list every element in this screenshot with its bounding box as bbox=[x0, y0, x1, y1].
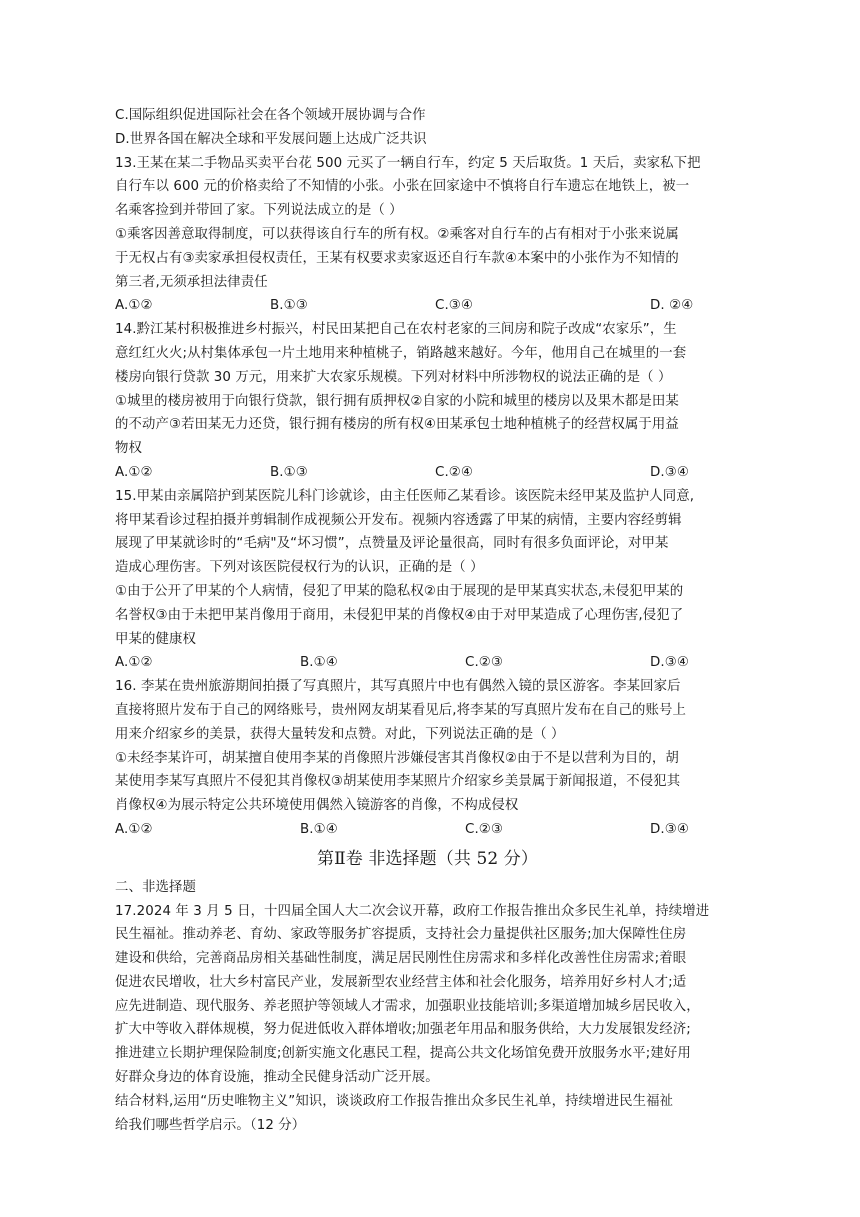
question-14-line: 楼房向银行贷款 30 万元，用来扩大农家乐规模。下列对材料中所涉物权的说法正确的是（ ） bbox=[115, 369, 672, 385]
section-heading: 二、非选择题 bbox=[115, 879, 196, 895]
question-16-line: 肖像权④为展示特定公共环境使用偶然入镜游客的肖像，不构成侵权 bbox=[115, 798, 519, 814]
question-17-line: 17.2024 年 3 月 5 日，十四届全国人大二次会议开幕，政府工作报告推出众多民生礼单，持续增进 bbox=[115, 903, 710, 919]
option-c: C.②④ bbox=[435, 464, 474, 480]
question-16-options bbox=[115, 818, 740, 842]
question-13-line: 名乘客捡到并带回了家。下列说法成立的是（ ） bbox=[115, 203, 403, 219]
question-15-line: 将甲某看诊过程拍摄并剪辑制作成视频公开发布。视频内容透露了甲某的病情，主要内容经剪辑 bbox=[115, 512, 682, 528]
question-15-line: 展现了甲某就诊时的“毛病"及“坏习惯”，点赞量及评论量很高，同时有很多负面评论，对甲某 bbox=[115, 536, 669, 552]
question-13-options bbox=[115, 294, 740, 318]
question-17-line: 给我们哪些哲学启示。（12 分） bbox=[115, 1117, 306, 1133]
question-14-line: 14.黔江某村积极推进乡村振兴，村民田某把自己在农村老家的三间房和院子改成“农家乐”，生 bbox=[115, 322, 677, 338]
question-15-line: 名誉权③由于未把甲某肖像用于商用，未侵犯甲某的肖像权④由于对甲某造成了心理伤害,侵犯了 bbox=[115, 607, 684, 623]
option-a: A.①② bbox=[115, 655, 153, 671]
option-c: C.③④ bbox=[435, 298, 474, 314]
question-15-line: 15.甲某由亲属陪护到某医院儿科门诊就诊，由主任医师乙某看诊。该医院未经甲某及监护人同意, bbox=[115, 488, 695, 504]
section-title: 第Ⅱ卷 非选择题（共 52 分） bbox=[317, 848, 538, 869]
exam-content bbox=[115, 104, 740, 1137]
question-17-line: 应先进制造、现代服务、养老照护等领域人才需求，加强职业技能培训;多渠道增加城乡居民收入， bbox=[115, 998, 700, 1014]
question-13-line: 13.王某在某二手物品买卖平台花 500 元买了一辆自行车，约定 5 天后取货。1 天后，卖家私下把 bbox=[115, 155, 701, 171]
option-d: D.③④ bbox=[650, 655, 689, 671]
question-16-line: 直接将照片发布于自己的网络账号，贵州网友胡某看见后,将李某的写真照片发布在自己的账号上 bbox=[115, 702, 686, 718]
question-17-line: 促进农民增收，壮大乡村富民产业，发展新型农业经营主体和社会化服务，培养用好乡村人才;适 bbox=[115, 974, 687, 990]
question-15-line: 甲某的健康权 bbox=[115, 631, 196, 647]
question-17-line: 民生福祉。推动养老、育幼、家政等服务扩容提质，支持社会力量提供社区服务;加大保障性住房 bbox=[115, 927, 687, 943]
question-14-line: 的不动产③若田某无力还贷，银行拥有楼房的所有权④田某承包士地种植桃子的经营权属于用益 bbox=[115, 417, 679, 433]
option-c: C.②③ bbox=[465, 821, 504, 837]
question-17-line: 扩大中等收入群体规模，努力促进低收入群体增收;加强老年用品和服务供给，大力发展银发经济; bbox=[115, 1022, 691, 1038]
question-15-options bbox=[115, 651, 740, 675]
option-c-text: C.国际组织促进国际社会在各个领域开展协调与合作 bbox=[115, 108, 426, 123]
question-16-line: 某使用李某写真照片不侵犯其肖像权③胡某使用李某照片介绍家乡美景属于新闻报道，不侵犯其 bbox=[115, 774, 681, 790]
question-14-line: 意红红火火;从村集体承包一片土地用来种植桃子，销路越来越好。今年，他用自己在城里的一套 bbox=[115, 345, 687, 361]
option-b: B.①④ bbox=[300, 655, 338, 671]
question-17-line: 推进建立长期护理保险制度;创新实施文化惠民工程，提高公共文化场馆免费开放服务水平;建好用 bbox=[115, 1046, 691, 1062]
question-17-line: 好群众身边的体育设施，推动全民健身活动广泛开展。 bbox=[115, 1070, 439, 1086]
question-13-line: ①乘客因善意取得制度，可以获得该自行车的所有权。②乘客对自行车的占有相对于小张来说属 bbox=[115, 226, 679, 242]
question-17-line: 结合材料,运用“历史唯物主义”知识，谈谈政府工作报告推出众多民生礼单，持续增进民生福祉 bbox=[115, 1093, 674, 1109]
question-13-line: 自行车以 600 元的价格卖给了不知情的小张。小张在回家途中不慎将自行车遗忘在地铁上，被一 bbox=[115, 179, 690, 195]
option-d: D. ②④ bbox=[650, 298, 694, 314]
question-17-line: 建设和供给，完善商品房相关基础性制度，满足居民刚性住房需求和多样化改善性住房需求;着眼 bbox=[115, 951, 687, 967]
question-16-line: ①未经李某许可，胡某擅自使用李某的肖像照片涉嫌侵害其肖像权②由于不是以营利为目的，胡 bbox=[115, 750, 679, 766]
question-13-line: 于无权占有③卖家承担侵权责任，王某有权要求卖家返还自行车款④本案中的小张作为不知情的 bbox=[115, 250, 679, 266]
option-a: A.①② bbox=[115, 464, 153, 480]
option-a: A.①② bbox=[115, 821, 153, 837]
option-b: B.①④ bbox=[300, 821, 338, 837]
option-d-text: D.世界各国在解决全球和平发展问题上达成广泛共识 bbox=[115, 131, 427, 147]
option-b: B.①③ bbox=[270, 464, 308, 480]
option-d: D.③④ bbox=[650, 821, 689, 837]
option-a: A.①② bbox=[115, 298, 153, 314]
question-15-line: 造成心理伤害。下列对该医院侵权行为的认识，正确的是（ ） bbox=[115, 560, 484, 576]
question-13-line: 第三者,无须承担法律责任 bbox=[115, 274, 268, 290]
question-14-line: ①城里的楼房被用于向银行贷款，银行拥有质押权②自家的小院和城里的楼房以及果木都是田某 bbox=[115, 393, 679, 409]
option-d: D.③④ bbox=[650, 464, 689, 480]
question-16-line: 用来介绍家乡的美景，获得大量转发和点赞。对此，下列说法正确的是（ ） bbox=[115, 726, 565, 742]
question-14-options bbox=[115, 461, 740, 485]
question-14-line: 物权 bbox=[115, 441, 142, 457]
option-b: B.①③ bbox=[270, 298, 308, 314]
question-16-line: 16. 李某在贵州旅游期间拍摄了写真照片，其写真照片中也有偶然入镜的景区游客。李某回家后 bbox=[115, 679, 681, 695]
question-15-line: ①由于公开了甲某的个人病情，侵犯了甲某的隐私权②由于展现的是甲某真实状态,未侵犯甲某的 bbox=[115, 583, 684, 599]
option-c: C.②③ bbox=[465, 655, 504, 671]
